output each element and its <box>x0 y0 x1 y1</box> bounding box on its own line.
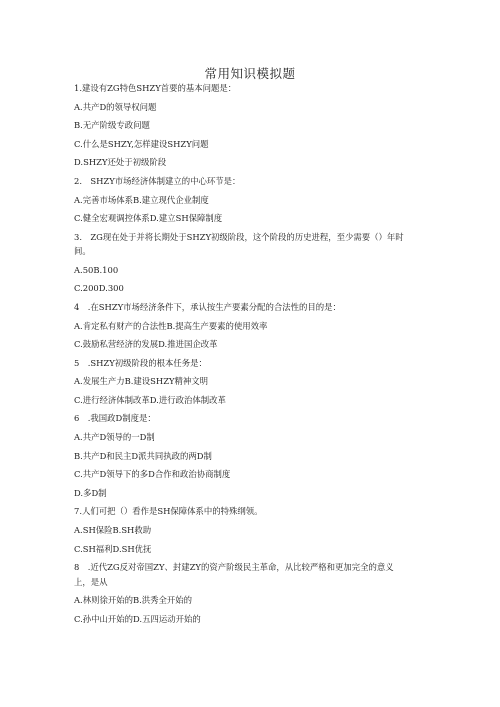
option-7ab: A.SH保险B.SH救助 <box>74 525 152 536</box>
option-4cd: C.鼓励私营经济的发展D.推进国企改革 <box>74 339 218 350</box>
page-title: 常用知识模拟题 <box>204 66 296 81</box>
question-3-cont: 间。 <box>74 246 91 257</box>
question-8-cont: 上，是从 <box>74 576 108 587</box>
question-7: 7.人们可把（）看作是SH保障体系中的特殊纲领。 <box>74 506 263 517</box>
question-2: 2. SHZY市场经济体制建立的中心环节是： <box>74 175 241 186</box>
option-3cd: C.200D.300 <box>74 283 124 294</box>
question-4: 4 .在SHZY市场经济条件下，承认按生产要素分配的合法性的目的是： <box>74 301 341 312</box>
question-6: 6 .我国政D制度是： <box>74 413 156 424</box>
option-1b: B.无产阶级专政问题 <box>74 120 150 131</box>
question-8: 8 .近代ZG反对帝国ZY、封建ZY的资产阶级民主革命，从比较严格和更加完全的意义 <box>74 562 394 573</box>
option-6a: A.共产D领导的一D制 <box>74 432 155 443</box>
option-6b: B.共产D和民主D派共同执政的两D制 <box>74 450 212 461</box>
option-8cd: C.孙中山开始的D.五四运动开始的 <box>74 613 201 624</box>
option-6d: D.多D制 <box>74 487 107 498</box>
option-4ab: A.肯定私有财产的合法性B.提高生产要素的使用效率 <box>74 320 268 331</box>
option-8ab: A.林则徐开始的B.洪秀全开始的 <box>74 595 193 606</box>
option-5ab: A.发展生产力B.建设SHZY精神文明 <box>74 376 209 387</box>
question-list <box>74 84 434 633</box>
option-5cd: C.进行经济体制改革D.进行政治体制改革 <box>74 394 226 405</box>
option-6c: C.共产D领导下的多D合作和政治协商制度 <box>74 469 231 480</box>
question-3: 3. ZG现在处于并将长期处于SHZY初级阶段，这个阶段的历史进程，至少需要（）年时 <box>74 231 404 242</box>
option-3ab: A.50B.100 <box>74 264 119 275</box>
option-1a: A.共产D的领导权问题 <box>74 101 157 112</box>
option-2ab: A.完善市场体系B.建立现代企业制度 <box>74 194 209 205</box>
question-1: 1.建设有ZG特色SHZY首要的基本问题是： <box>74 83 237 93</box>
question-5: 5 .SHZY初级阶段的根本任务是： <box>74 357 207 368</box>
option-1c: C.什么是SHZY,怎样建设SHZY问题 <box>74 138 209 149</box>
option-2cd: C.健全宏观调控体系D.建立SH保障制度 <box>74 213 223 224</box>
option-1d: D.SHZY还处于初级阶段 <box>74 157 167 168</box>
option-7cd: C.SH福利D.SH优抚 <box>74 543 152 554</box>
